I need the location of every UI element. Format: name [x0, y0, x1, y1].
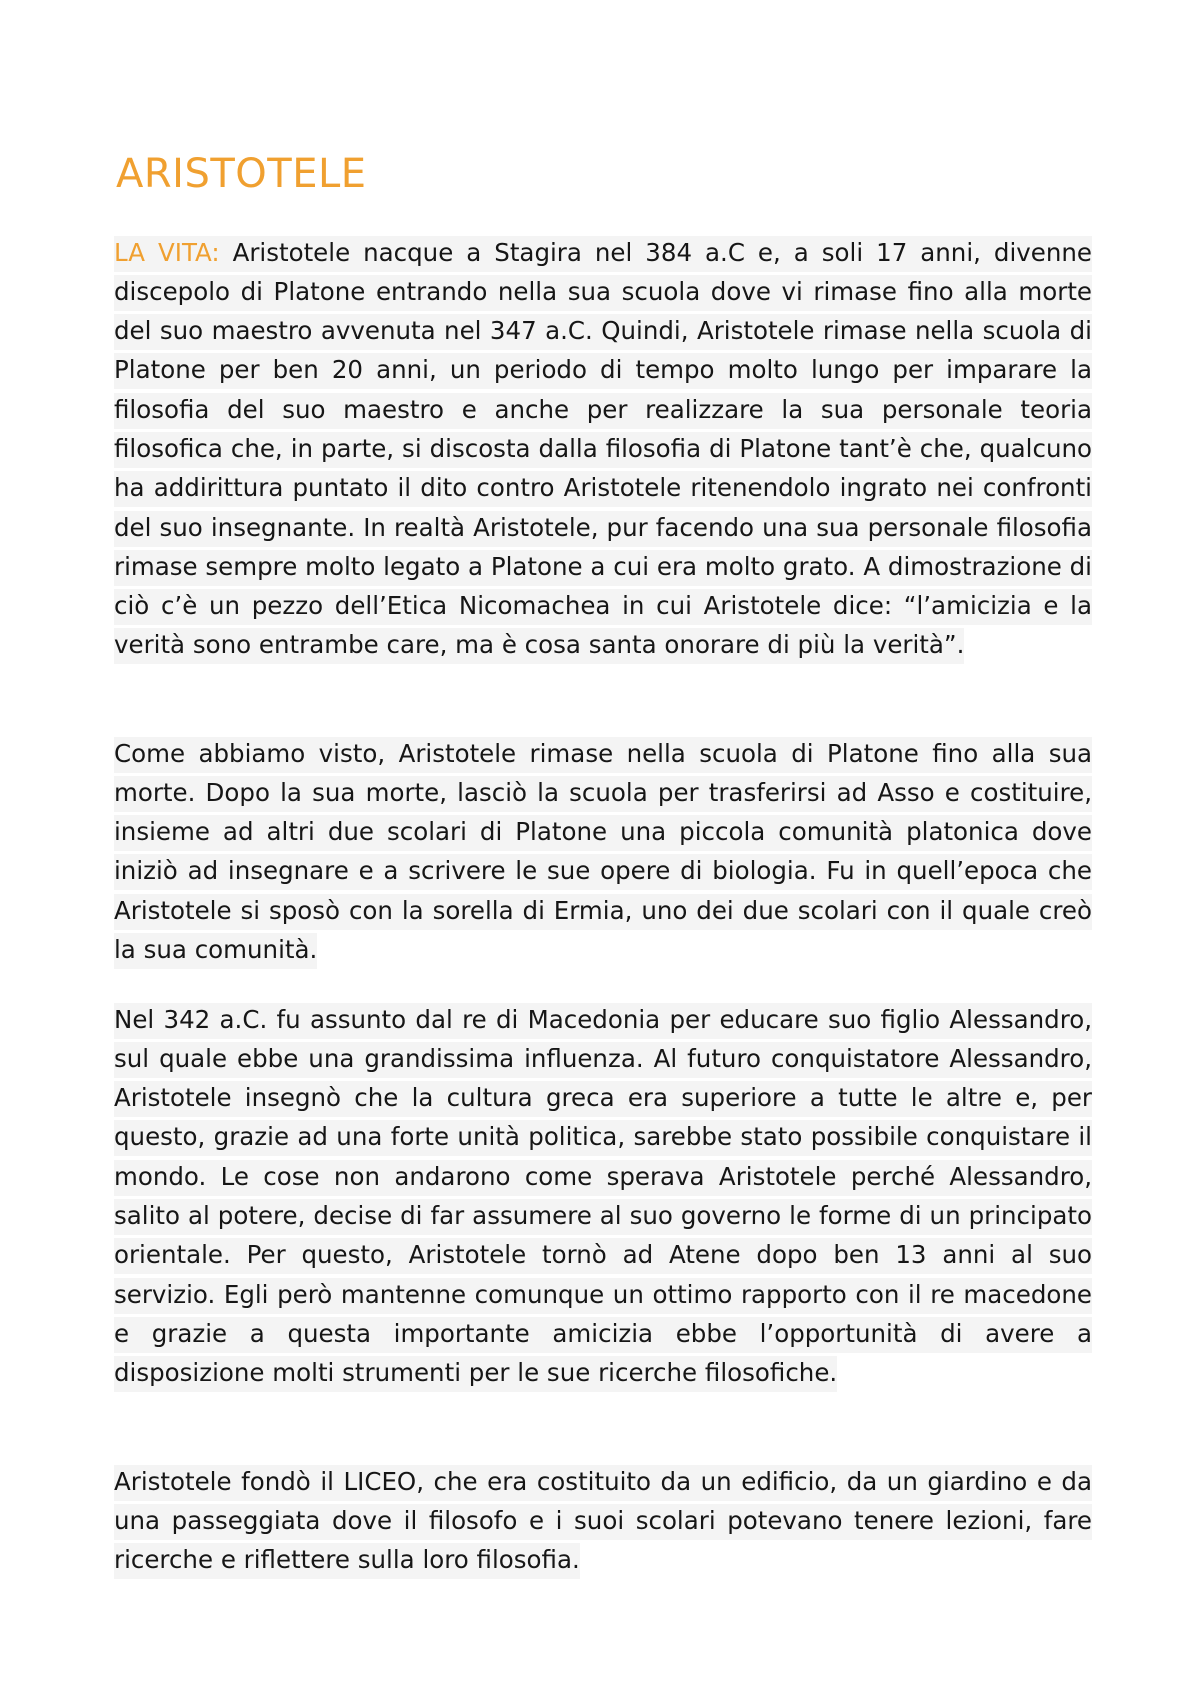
section-label: LA VITA: [114, 237, 220, 267]
paragraph-text: Nel 342 a.C. fu assunto dal re di Macedonia per educare suo figlio Alessandro, sul quale ebbe una grandissima influenza. Al futuro conquistatore Alessandro, Aristotele insegnò che la cultura greca era superiore a tutte le altre e, per questo, grazie ad una forte unità politica, sarebbe stato possibile conquistare il mondo. Le cose non andarono come sperava Aristotele perché Alessandro, salito al potere, decise di far assumere al suo governo le forme di un principato orientale. Per questo, Aristotele tornò ad Atene dopo ben 13 anni al suo servizio. Egli però mantenne comunque un ottimo rapporto con il re macedone e grazie a questa importante amicizia ebbe l’opportunità di avere a disposizione molti strumenti per le sue ricerche filosofiche. [114, 1003, 1092, 1393]
paragraph-text: Aristotele fondò il LICEO, che era costituito da un edificio, da un giardino e da una passeggiata dove il filosofo e i suoi scolari potevano tenere lezioni, fare ricerche e riflettere sulla loro filosofia. [114, 1465, 1092, 1580]
paragraph-la-vita [114, 233, 1092, 665]
paragraph-liceo [114, 1462, 1092, 1580]
paragraph-highlight [114, 236, 1092, 665]
paragraph-macedonia [114, 1000, 1092, 1393]
document-title: ARISTOTELE [116, 151, 367, 197]
paragraph-asso [114, 734, 1092, 970]
paragraph-text: Come abbiamo visto, Aristotele rimase nella scuola di Platone fino alla sua morte. Dopo la sua morte, lasciò la scuola per trasferirsi ad Asso e costituire, insieme ad altri due scolari di Platone una piccola comunità platonica dove iniziò ad insegnare e a scrivere le sue opere di biologia. Fu in quell’epoca che Aristotele si sposò con la sorella di Ermia, uno dei due scolari con il quale creò la sua comunità. [114, 737, 1092, 969]
paragraph-text: Aristotele nacque a Stagira nel 384 a.C e, a soli 17 anni, divenne discepolo di Platone entrando nella sua scuola dove vi rimase fino alla morte del suo maestro avvenuta nel 347 a.C. Quindi, Aristotele rimase nella scuola di Platone per ben 20 anni, un periodo di tempo molto lungo per imparare la filosofia del suo maestro e anche per realizzare la sua personale teoria filosofica che, in parte, si discosta dalla filosofia di Platone tant’è che, qualcuno ha addirittura puntato il dito contro Aristotele ritenendolo ingrato nei confronti del suo insegnante. In realtà Aristotele, pur facendo una sua personale filosofia rimase sempre molto legato a Platone a cui era molto grato. A dimostrazione di ciò c’è un pezzo dell’Etica Nicomachea in cui Aristotele dice: “l’amicizia e la verità sono entrambe care, ma è cosa santa onorare di più la verità”. [114, 237, 1092, 660]
